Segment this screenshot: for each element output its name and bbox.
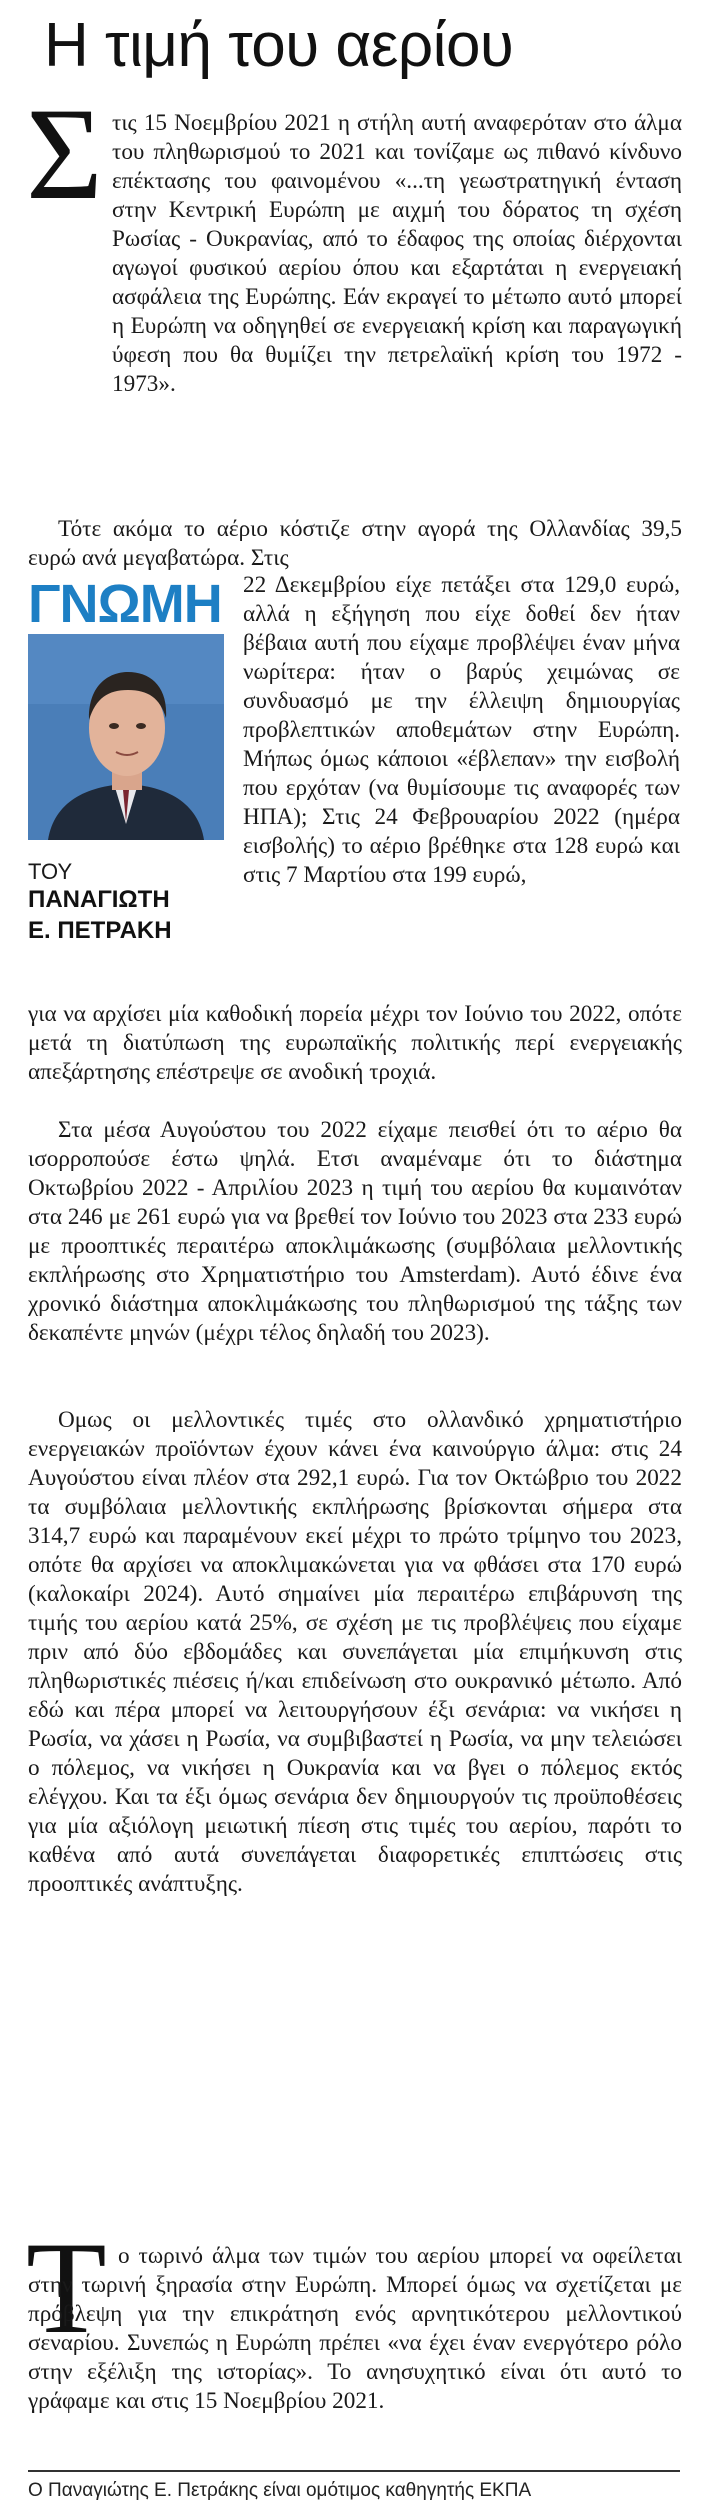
author-footnote: Ο Παναγιώτης Ε. Πετράκης είναι ομότιμος καθηγητής ΕΚΠΑ: [28, 2480, 532, 2501]
drop-cap-second: Τ: [26, 2214, 107, 2361]
paragraph-conclusion: ο τωρινό άλμα των τιμών του αερίου μπορεί να οφείλεται στην τωρινή ξηρασία στην Ευρώπη. Μπορεί όμως να σχετίζεται με πρόβλεψη για την επικράτηση ενός αρνητικότερου μελλοντικού σεναρίου. Συνεπώς η Ευρώπη πρέπει «να έχει έναν ενεργότερο ρόλο στην εξέλιξη της ιστορίας». Το ανησυχητικό είναι ότι αυτό το γράφαμε και στις 15 Νοεμβρίου 2021.: [28, 2243, 682, 2414]
paragraph-august: Στα μέσα Αυγούστου του 2022 είχαμε πεισθεί ότι το αέριο θα ισορροπούσε έστω ψηλά. Ετσι αναμέναμε ότι το διάστημα Οκτωβρίου 2022 - Απριλίου 2023 η τιμή του αερίου θα κυμαινόταν στα 246 με 261 ευρώ για να βρεθεί τον Ιούνιο του 2023 στα 233 ευρώ με προοπτικές περαιτέρω αποκλιμάκωσης (συμβόλαια μελλοντικής εκπλήρωσης στο Χρηματιστήριο του Amsterdam). Αυτό έδινε ένα χρονικό διάστημα αποκλιμάκωσης του πληθωρισμού της τάξης των δεκαπέντε μηνών (μέχρι τέλος δηλαδή του 2023).: [28, 1117, 682, 1346]
paragraph-intro: τις 15 Νοεμβρίου 2021 η στήλη αυτή αναφερόταν στο άλμα του πληθωρισμού το 2021 και τονίζαμε ως πιθανό κίνδυνο επέκτασης του φαινομένου «...τη γεωστρατηγική ένταση στην Κεντρική Ευρώπη με αιχμή του δόρατος τη σχέση Ρωσίας - Ουκρανίας, από το έδαφος της οποίας διέρχονται αγωγοί φυσικού αερίου όπου και εξαρτάται η ενεργειακή ασφάλεια της Ευρώπης. Εάν εκραγεί το μέτωπο αυτό μπορεί η Ευρώπη να οδηγηθεί σε ενεργειακή κρίση και παραγωγική ύφεση που θα θυμίζει την πετρελαϊκή κρίση του 1972 - 1973».: [112, 110, 682, 397]
author-name: [28, 884, 224, 946]
article-headline: Η τιμή του αερίου: [44, 11, 514, 80]
paragraph-june-decline: για να αρχίσει μία καθοδική πορεία μέχρι τον Ιούνιο του 2022, οπότε μετά τη διατύπωση της ευρωπαϊκής πολιτικής περί ενεργειακής απεξάρτησης επέστρεψε σε ανοδική τροχιά.: [28, 1001, 682, 1085]
byline-prefix: ΤΟΥ: [28, 859, 73, 884]
author-name-line2: Ε. ΠΕΤΡΑΚΗ: [28, 917, 172, 944]
paragraph-december: 22 Δεκεμβρίου είχε πετάξει στα 129,0 ευρώ, αλλά η εξήγηση που είχε δοθεί δεν ήταν βέβαια αυτή που είχαμε προβλέψει έναν μήνα νωρίτερα: ήταν ο βαρύς χειμώνας σε συνδυασμό με την έλλειψη δημιουργίας προβλεπτικών αποθεμάτων στην Ευρώπη. Μήπως όμως κάποιοι «έβλεπαν» την εισβολή που ερχόταν (να θυμίσουμε τις αναφορές των ΗΠΑ); Στις 24 Φεβρουαρίου 2022 (ημέρα εισβολής) το αέριο βρέθηκε στα 128 ευρώ και στις 7 Μαρτίου στα 199 ευρώ,: [243, 572, 680, 888]
author-name-line1: ΠΑΝΑΓΙΩΤΗ: [28, 886, 170, 913]
section-label-opinion: ΓΝΩΜΗ: [28, 574, 222, 634]
author-portrait-icon: [28, 634, 224, 840]
footer-divider: [28, 2470, 680, 2472]
author-photo: [28, 634, 224, 840]
paragraph-future-prices: Ομως οι μελλοντικές τιμές στο ολλανδικό χρηματιστήριο ενεργειακών προϊόντων έχουν κάνει ένα καινούργιο άλμα: στις 24 Αυγούστου είναι πλέον στα 292,1 ευρώ. Για τον Οκτώβριο του 2022 τα συμβόλαια μελλοντικής εκπλήρωσης βρίσκονται σήμερα στα 314,7 ευρώ και παραμένουν εκεί μέχρι το πρώτο τρίμηνο του 2023, οπότε θα αρχίσει να αποκλιμακώνεται για να φθάσει στα 170 ευρώ (καλοκαίρι 2024). Αυτό σημαίνει μία περαιτέρω επιβάρυνση της τιμής του αερίου κατά 25%, σε σχέση με τις προβλέψεις που είχαμε πριν από δύο εβδομάδες και συνεπάγεται μία επιμήκυνση στις πληθωριστικές πιέσεις ή/και επιδείνωση στο ουκρανικό μέτωπο. Από εδώ και πέρα μπορεί να λειτουργήσουν έξι σενάρια: να νικήσει η Ρωσία, να χάσει η Ρωσία, να συμβιβαστεί η Ρωσία, να μην τελειώσει ο πόλεμος, να νικήσει η Ουκρανία και να βγει ο πόλεμος εκτός ελέγχου. Και τα έξι όμως σενάρια δεν δημιουργούν τις προϋποθέσεις για μία αξιόλογη μειωτική πίεση στις τιμές του αερίου, παρότι το καθένα από αυτά συνεπάγεται διαφορετικές επιπτώσεις στις προοπτικές ανάπτυξης.: [28, 1407, 682, 1897]
drop-cap-first: Σ: [26, 80, 103, 227]
paragraph-then-price: Τότε ακόμα το αέριο κόστιζε στην αγορά της Ολλανδίας 39,5 ευρώ ανά μεγαβατώρα. Στις: [28, 516, 682, 571]
